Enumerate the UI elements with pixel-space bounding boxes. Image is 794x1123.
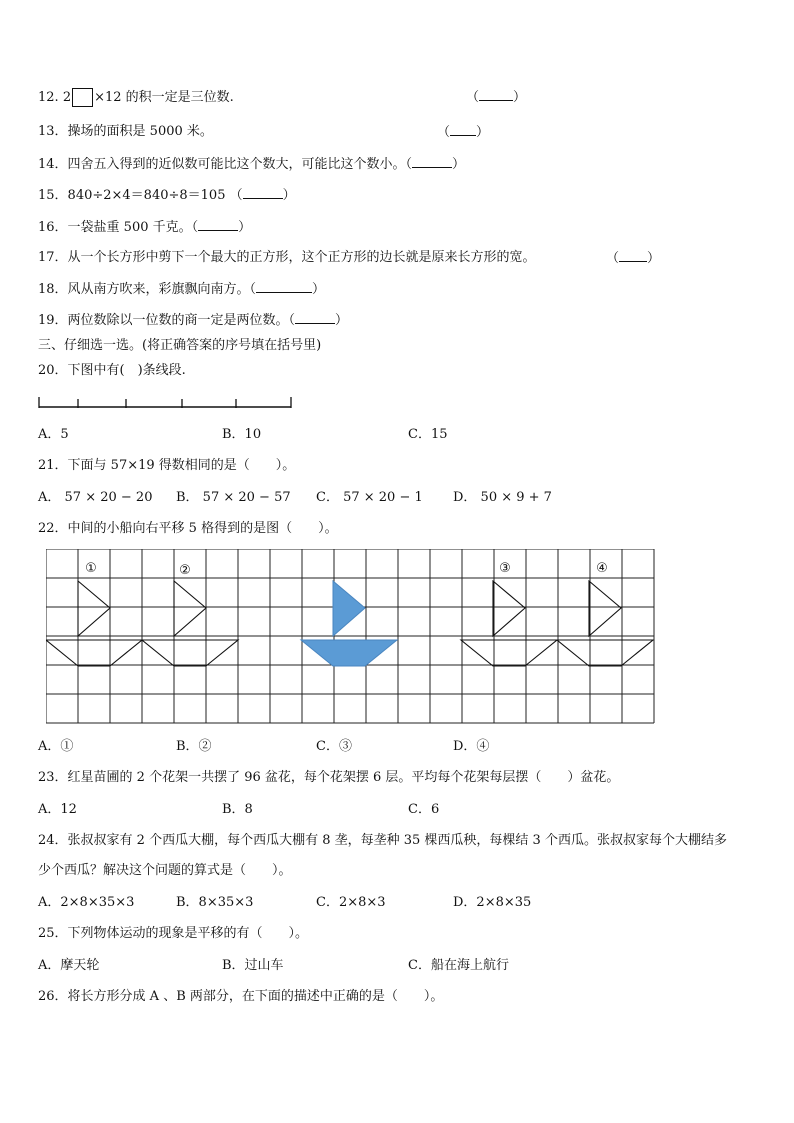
q25-option-a[interactable]: A．摩天轮 (38, 958, 100, 973)
boat-label-1: ① (85, 561, 97, 576)
q23-option-a[interactable]: A．12 (38, 802, 77, 817)
boat-4-hull (557, 640, 653, 666)
boat-4-sail (589, 581, 621, 636)
q12-blank-box[interactable] (72, 88, 93, 107)
boat-3-sail (493, 581, 525, 636)
question-25-stem: 25．下列物体运动的现象是平移的有（ ）。 (38, 926, 309, 941)
boat-2-sail (174, 581, 206, 636)
boat-2-hull (142, 640, 238, 666)
question-26-stem: 26．将长方形分成 A 、B 两部分，在下面的描述中正确的是（ ）。 (38, 989, 444, 1004)
question-13: 13．操场的面积是 5000 米。 (38, 124, 213, 139)
boat-1-hull (46, 640, 142, 666)
q20-option-b[interactable]: B．10 (222, 427, 262, 442)
question-15: 15．840÷2×4＝840÷8＝105 （ ） (38, 188, 296, 203)
question-19: 19．两位数除以一位数的商一定是两位数。（ ） (38, 313, 349, 328)
q23-option-b[interactable]: B．8 (222, 802, 253, 817)
question-18: 18．风从南方吹来，彩旗飘向南方。（ ） (38, 282, 326, 297)
line-segment-figure (38, 394, 294, 410)
q24-option-a[interactable]: A．2×8×35×3 (38, 895, 135, 910)
q14-answer-blank[interactable] (412, 155, 452, 168)
q15-text: 15．840÷2×4＝840÷8＝105 （ (38, 188, 243, 203)
boat-middle-hull (301, 640, 397, 666)
q25-option-c[interactable]: C．船在海上航行 (408, 958, 509, 973)
boat-label-4: ④ (596, 561, 608, 576)
boat-1-sail (78, 581, 110, 636)
q22-option-a[interactable]: A．① (38, 739, 74, 754)
q21-option-c[interactable]: C． 57 × 20 − 1 (316, 490, 423, 505)
question-23-stem: 23．红星苗圃的 2 个花架一共摆了 96 盆花，每个花架摆 6 层。平均每个花架每层摆（ ）盆花。 (38, 770, 620, 785)
q12-text: ×12 的积一定是三位数. (94, 90, 234, 105)
section-3-heading: 三、仔细选一选。(将正确答案的序号填在括号里) (38, 338, 322, 353)
boat-label-2: ② (179, 563, 191, 578)
grid-lines (46, 549, 654, 723)
q12-answer-bracket[interactable]: （ ） (466, 90, 527, 105)
q17-answer-bracket[interactable]: （ ） (606, 251, 661, 266)
question-16: 16．一袋盐重 500 千克。（ ） (38, 220, 252, 235)
q18-answer-blank[interactable] (256, 280, 312, 293)
q16-text: 16．一袋盐重 500 千克。（ (38, 220, 199, 235)
boat-3-hull (461, 640, 557, 666)
boat-grid-figure (46, 549, 656, 729)
q24-option-b[interactable]: B．8×35×3 (176, 895, 254, 910)
q20-option-a[interactable]: A．5 (38, 427, 69, 442)
boat-3 (461, 581, 557, 666)
q22-option-c[interactable]: C．③ (316, 739, 352, 754)
q25-option-b[interactable]: B．过山车 (222, 958, 284, 973)
q23-option-c[interactable]: C．6 (408, 802, 440, 817)
question-21-stem: 21．下面与 57×19 得数相同的是（ ）。 (38, 458, 296, 473)
boat-2 (142, 581, 238, 666)
question-17: 17．从一个长方形中剪下一个最大的正方形，这个正方形的边长就是原来长方形的宽。 (38, 250, 536, 265)
question-20-stem: 20．下图中有( )条线段. (38, 363, 186, 378)
q14-text: 14．四舍五入得到的近似数可能比这个数大，可能比这个数小。（ (38, 157, 413, 172)
question-14: 14．四舍五入得到的近似数可能比这个数大，可能比这个数小。（ ） (38, 157, 466, 172)
boat-label-3: ③ (499, 561, 511, 576)
q24-option-c[interactable]: C．2×8×3 (316, 895, 386, 910)
q15-answer-blank[interactable] (243, 186, 283, 199)
q24-option-d[interactable]: D．2×8×35 (453, 895, 532, 910)
question-24-stem-line2: 少个西瓜？解决这个问题的算式是（ ）。 (38, 863, 292, 878)
q20-option-c[interactable]: C．15 (408, 427, 448, 442)
q21-option-d[interactable]: D． 50 × 9 + 7 (453, 490, 552, 505)
q18-text: 18．风从南方吹来，彩旗飘向南方。（ (38, 282, 257, 297)
boat-1 (46, 581, 142, 666)
q19-answer-blank[interactable] (295, 311, 335, 324)
q21-option-a[interactable]: A． 57 × 20 − 20 (38, 490, 153, 505)
boat-4 (557, 581, 653, 666)
q12-prefix: 2 (62, 90, 72, 105)
q12-number: 12. (38, 90, 59, 105)
boat-middle (301, 581, 397, 666)
q21-option-b[interactable]: B． 57 × 20 − 57 (176, 490, 291, 505)
question-24-stem-line1: 24．张叔叔家有 2 个西瓜大棚，每个西瓜大棚有 8 垄，每垄种 35 棵西瓜秧，每棵结 3 个西瓜。张叔叔家每个大棚结多 (38, 833, 727, 848)
question-22-stem: 22．中间的小船向右平移 5 格得到的是图（ ）。 (38, 521, 338, 536)
q16-answer-blank[interactable] (198, 218, 238, 231)
question-12 (38, 88, 234, 107)
q22-option-d[interactable]: D．④ (453, 739, 490, 754)
boat-middle-sail (333, 581, 365, 636)
q19-text: 19．两位数除以一位数的商一定是两位数。（ (38, 313, 296, 328)
q13-answer-bracket[interactable]: （ ） (437, 125, 490, 140)
q22-option-b[interactable]: B．② (176, 739, 212, 754)
